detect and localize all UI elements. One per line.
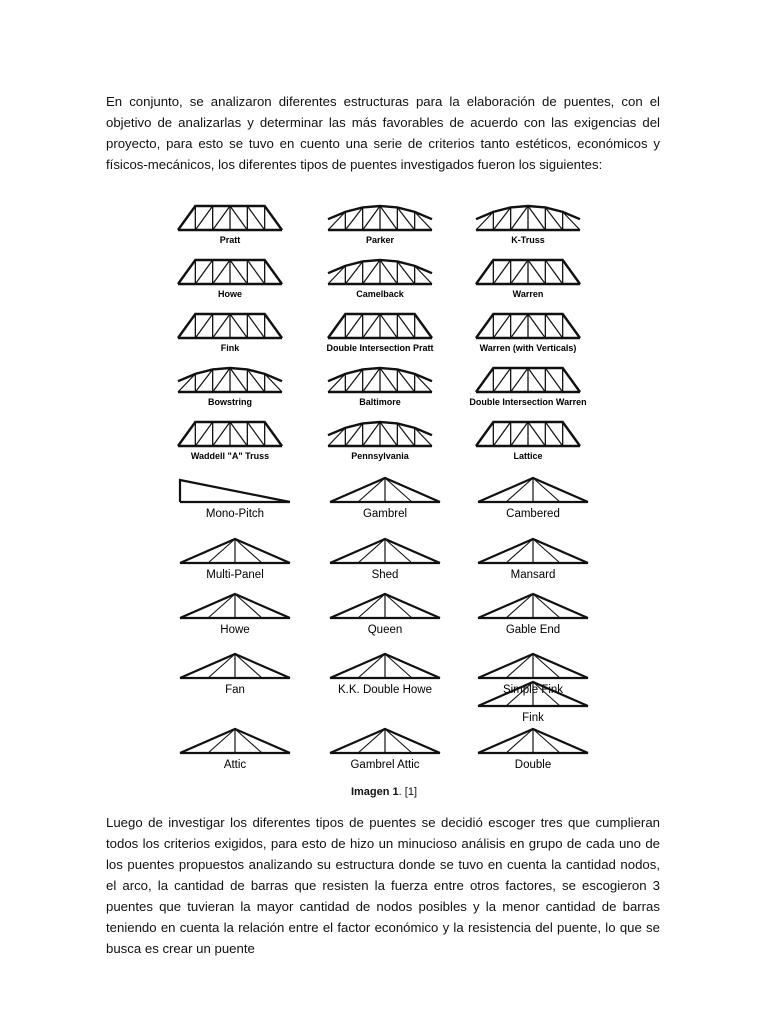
label-queen: Queen bbox=[367, 624, 403, 636]
label-double-intersection-pratt: Double Intersection Pratt bbox=[326, 343, 434, 353]
roof-truss-fink-4 bbox=[478, 682, 588, 724]
roof-truss-k-k-double-howe-3 bbox=[330, 654, 440, 696]
roof-truss-fan-3 bbox=[180, 654, 290, 696]
roof-truss-multi-panel-1 bbox=[180, 539, 290, 581]
label-camelback: Camelback bbox=[356, 289, 404, 299]
label-bowstring: Bowstring bbox=[208, 397, 252, 407]
roof-truss-gambrel-0 bbox=[330, 478, 440, 520]
label-pratt: Pratt bbox=[219, 235, 241, 245]
roof-truss-mono-pitch-0 bbox=[180, 480, 290, 520]
label-mono-pitch: Mono-Pitch bbox=[205, 508, 265, 520]
label-warren: Warren bbox=[512, 289, 544, 299]
roof-truss-cambered-0 bbox=[478, 478, 588, 520]
truss-waddell-a-truss bbox=[178, 422, 282, 461]
truss-pennsylvania bbox=[328, 422, 432, 461]
label-warren-with-verticals: Warren (with Verticals) bbox=[479, 343, 577, 353]
label-waddell-a-truss: Waddell "A" Truss bbox=[190, 451, 270, 461]
truss-bowstring bbox=[178, 368, 282, 407]
roof-truss-shed-1 bbox=[330, 539, 440, 581]
label-multi-panel: Multi-Panel bbox=[206, 569, 264, 581]
label-double-intersection-warren: Double Intersection Warren bbox=[469, 397, 587, 407]
caption-separator: . bbox=[398, 786, 402, 798]
label-lattice: Lattice bbox=[513, 451, 543, 461]
caption-label: Imagen 1 bbox=[350, 786, 399, 798]
truss-fink bbox=[178, 314, 282, 353]
truss-double-intersection-warren bbox=[469, 368, 586, 407]
truss-k-truss bbox=[476, 206, 580, 245]
roof-truss-attic-5 bbox=[180, 729, 290, 771]
label-baltimore: Baltimore bbox=[359, 397, 401, 407]
roof-truss-gable-end-2 bbox=[478, 594, 588, 636]
truss-types-figure bbox=[170, 178, 600, 778]
label-simple-fink: Simple Fink bbox=[502, 684, 564, 696]
label-k-k-double-howe: K.K. Double Howe bbox=[338, 684, 432, 696]
truss-double-intersection-pratt bbox=[326, 314, 433, 353]
label-shed: Shed bbox=[371, 569, 399, 581]
truss-warren bbox=[476, 260, 580, 299]
label-gable-end: Gable End bbox=[505, 624, 561, 636]
label-fink: Fink bbox=[522, 712, 544, 724]
truss-lattice bbox=[476, 422, 580, 461]
truss-parker bbox=[328, 206, 432, 245]
truss-camelback bbox=[328, 260, 432, 299]
label-howe: Howe bbox=[220, 624, 250, 636]
label-mansard: Mansard bbox=[510, 569, 556, 581]
caption-reference: [1] bbox=[404, 786, 418, 798]
label-double: Double bbox=[514, 759, 552, 771]
label-parker: Parker bbox=[365, 235, 395, 245]
label-attic: Attic bbox=[223, 759, 247, 771]
roof-truss-gambrel-attic-5 bbox=[330, 729, 440, 771]
intro-paragraph: En conjunto, se analizaron diferentes estructuras para la elaboración de puentes, con el objetivo de analizarlas y determinar las más favorables de acuerdo con las exigencias del proyecto, para esto se tuvo en cuento una serie de criterios tanto estéticos, económicos y físicos-mecánicos, los diferentes tipos de puentes investigados fueron los siguientes: bbox=[106, 94, 660, 172]
label-gambrel: Gambrel bbox=[362, 508, 408, 520]
truss-baltimore bbox=[328, 368, 432, 407]
truss-pratt bbox=[178, 206, 282, 245]
label-fan: Fan bbox=[225, 684, 245, 696]
label-pennsylvania: Pennsylvania bbox=[351, 451, 409, 461]
label-cambered: Cambered bbox=[506, 508, 560, 520]
label-howe: Howe bbox=[217, 289, 243, 299]
label-fink: Fink bbox=[220, 343, 240, 353]
truss-warren-with-verticals bbox=[476, 314, 580, 353]
roof-truss-mansard-1 bbox=[478, 539, 588, 581]
conclusion-paragraph: Luego de investigar los diferentes tipos de puentes se decidió escoger tres que cumplieran todos los criterios exigidos, para esto de hizo un minucioso análisis en grupo de cada uno de los puentes propuestos analizando su estructura donde se tuvo en cuenta la cantidad nodos, el arco, la cantidad de barras que resisten la fuerza entre otros factores, se escogieron 3 puentes que tuvieran la mayor cantidad de nodos posibles y la menor cantidad de barras teniendo en cuenta la relación entre el factor económico y la resistencia del puente, lo que se busca es crear un puente bbox=[106, 815, 660, 956]
label-gambrel-attic: Gambrel Attic bbox=[350, 759, 420, 771]
roof-truss-double-5 bbox=[478, 729, 588, 771]
roof-truss-queen-2 bbox=[330, 594, 440, 636]
label-k-truss: K-Truss bbox=[511, 235, 545, 245]
roof-truss-howe-2 bbox=[180, 594, 290, 636]
truss-howe bbox=[178, 260, 282, 299]
truss-diagram bbox=[170, 178, 600, 778]
figure-caption bbox=[0, 786, 768, 798]
